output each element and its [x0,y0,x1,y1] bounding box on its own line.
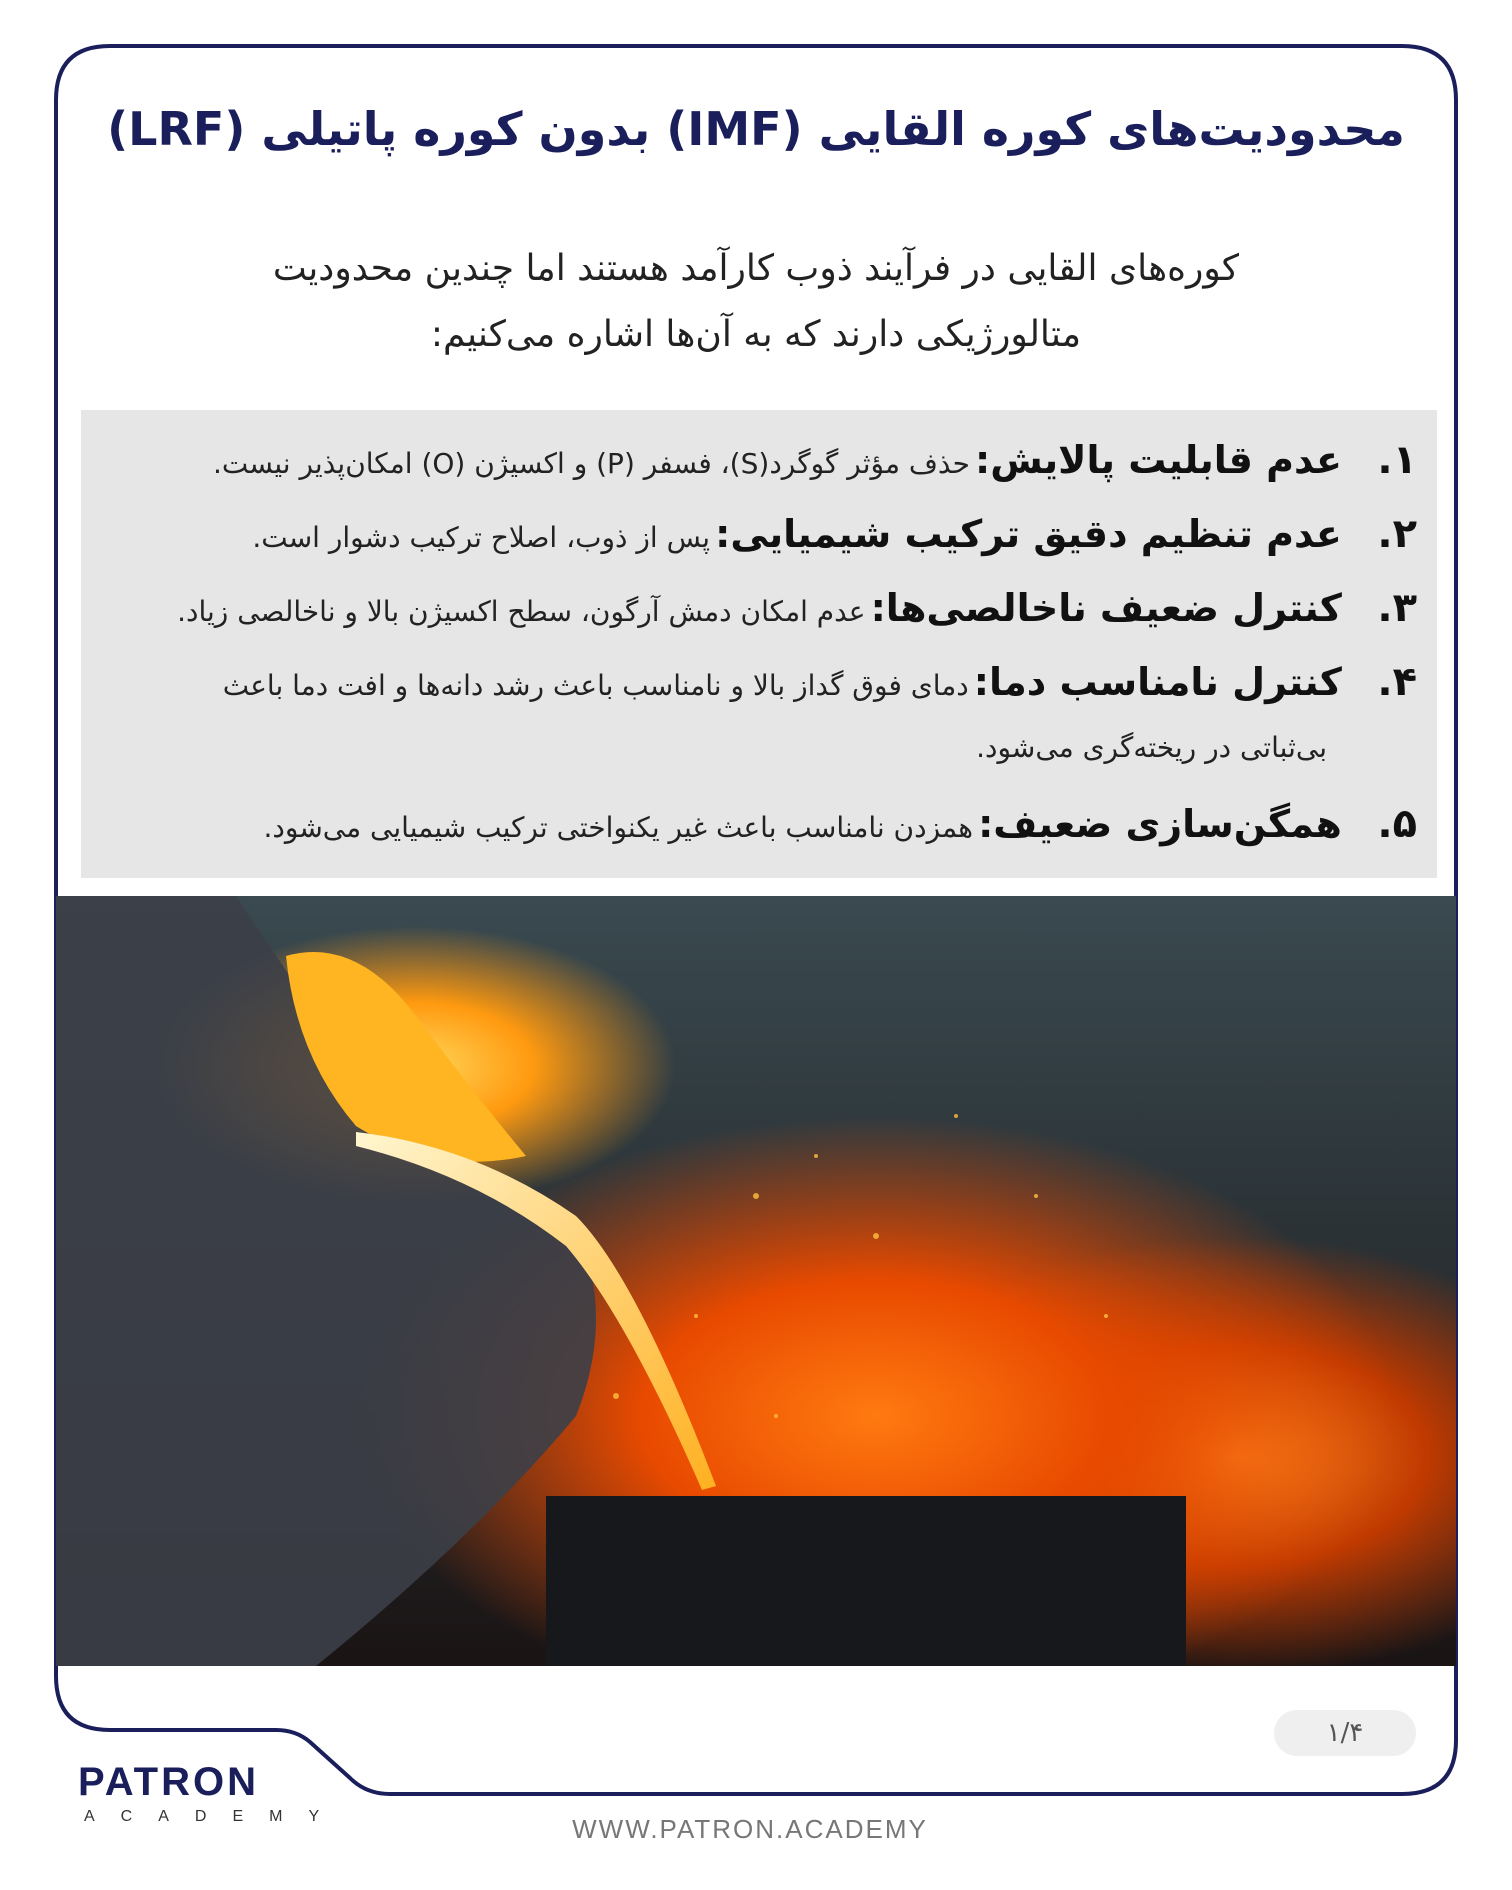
item-body-continuation: بی‌ثباتی در ریخته‌گری می‌شود. [976,731,1327,764]
photo-illustration [56,896,1456,1666]
page-indicator: ۱/۴ [1274,1710,1416,1756]
brand-logo [78,1760,346,1825]
item-heading: همگن‌سازی ضعیف: [978,802,1342,846]
intro-line-2: متالورژیکی دارند که به آن‌ها اشاره می‌کنیم: [430,314,1082,355]
list-item [117,646,1417,764]
item-body: عدم امکان دمش آرگون، سطح اکسیژن بالا و ناخالصی زیاد. [177,595,866,628]
item-body: دمای فوق گداز بالا و نامناسب باعث رشد دانه‌ها و افت دما باعث [222,669,969,702]
molten-metal-photo [56,896,1456,1666]
logo-name: PATRON [78,1760,259,1804]
page-title: محدودیت‌های کوره القایی (IMF) بدون کوره پاتیلی (LRF) [107,102,1405,156]
item-heading: کنترل نامناسب دما: [973,660,1342,704]
item-number: ۱. [1377,437,1417,483]
item-heading: عدم قابلیت پالایش: [975,438,1342,482]
item-number: ۵. [1377,801,1417,847]
list-item [213,424,1417,504]
item-number: ۲. [1377,511,1417,557]
website-url: WWW.PATRON.ACADEMY [572,1814,928,1844]
item-body: پس از ذوب، اصلاح ترکیب دشوار است. [252,521,711,554]
item-number: ۳. [1377,585,1417,631]
logo-subtitle: ACADEMY [84,1808,346,1825]
intro-text [150,236,1362,368]
item-body: حذف مؤثر گوگرد(S)، فسفر (P) و اکسیژن (O) امکان‌پذیر نیست. [212,447,970,480]
limitations-list [81,410,1437,878]
item-number: ۴. [1377,659,1417,705]
intro-line-1: کوره‌های القایی در فرآیند ذوب کارآمد هستند اما چندین محدودیت [272,248,1240,289]
list-item [264,788,1417,868]
list-item [177,572,1417,652]
item-heading: کنترل ضعیف ناخالصی‌ها: [870,586,1342,630]
item-body: همزدن نامناسب باعث غیر یکنواختی ترکیب شیمیایی می‌شود. [263,811,973,844]
list-item [252,498,1417,578]
item-heading: عدم تنظیم دقیق ترکیب شیمیایی: [715,512,1342,556]
